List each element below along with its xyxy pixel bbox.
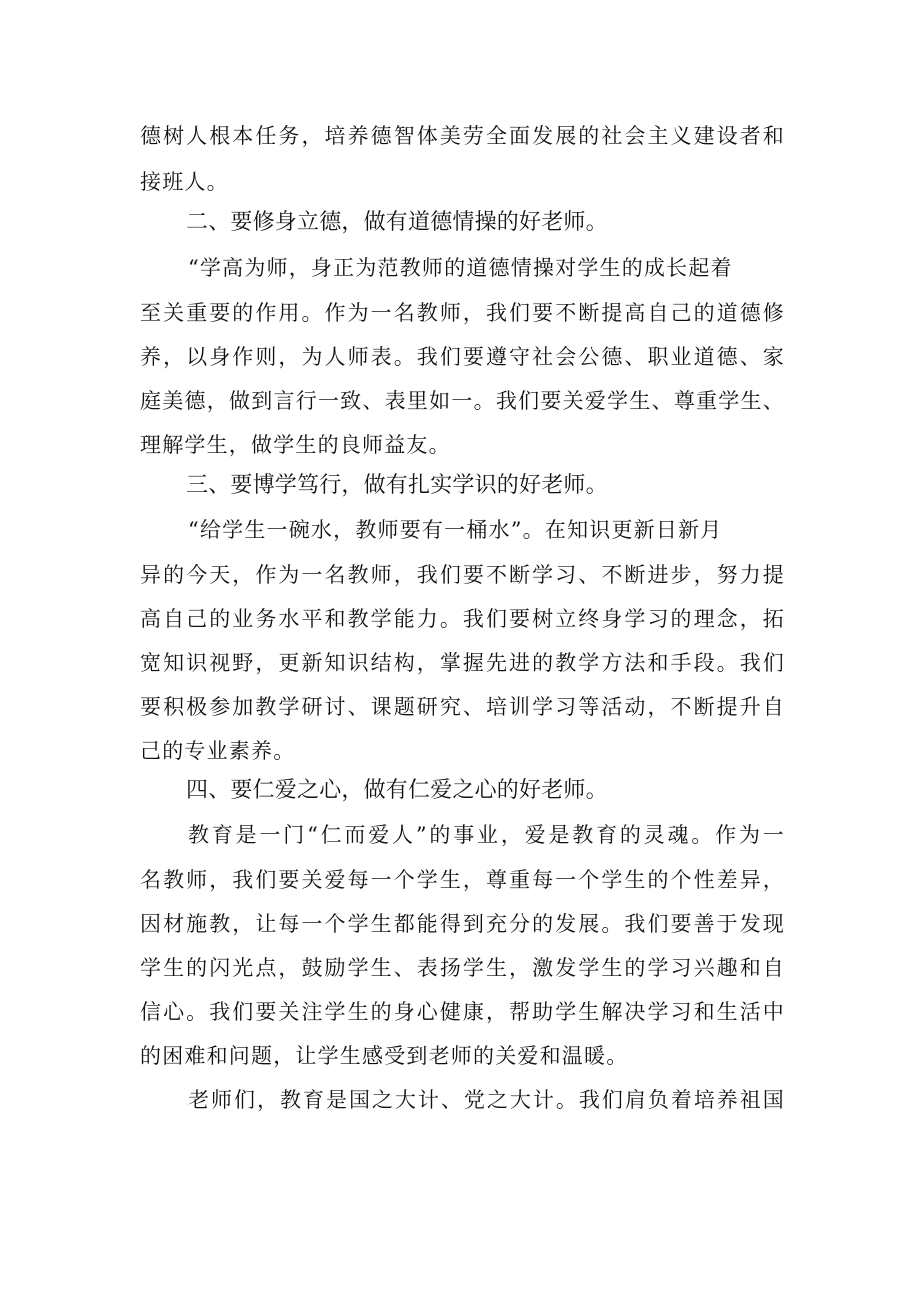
body-text-line: 德树人根本任务，培养德智体美劳全面发展的社会主义建设者和	[140, 124, 785, 148]
body-text-line: 己的专业素养。	[140, 739, 296, 763]
body-text-line: 因材施教，让每一个学生都能得到充分的发展。我们要善于发现	[140, 912, 785, 936]
body-text-line: 庭美德，做到言行一致、表里如一。我们要关爱学生、尊重学生、	[140, 389, 785, 413]
body-text-line: “给学生一碗水，教师要有一桶水”。在知识更新日新月	[188, 518, 723, 542]
body-text-line: “学高为师，身正为范教师的道德情操对学生的成长起着	[188, 256, 733, 280]
body-text-line: 宽知识视野，更新知识结构，掌握先进的教学方法和手段。我们	[140, 651, 785, 675]
body-text-line: 理解学生，做学生的良师益友。	[140, 433, 451, 457]
body-text-line: 学生的闪光点，鼓励学生、表扬学生，激发学生的学习兴趣和自	[140, 956, 785, 980]
body-text-line: 的困难和问题，让学生感受到老师的关爱和温暖。	[140, 1044, 629, 1068]
body-text-line: 信心。我们要关注学生的身心健康，帮助学生解决学习和生活中	[140, 1000, 785, 1024]
body-text-line: 名教师，我们要关爱每一个学生，尊重每一个学生的个性差异，	[140, 868, 785, 892]
section-heading-2: 二、要修身立德，做有道德情操的好老师。	[186, 210, 608, 235]
body-text-line: 养，以身作则，为人师表。我们要遵守社会公德、职业道德、家	[140, 345, 785, 369]
body-text-line: 接班人。	[140, 170, 229, 194]
body-text-line: 教育是一门“仁而爱人”的事业，爱是教育的灵魂。作为一	[188, 823, 785, 847]
body-text-line: 异的今天，作为一名教师，我们要不断学习、不断进步，努力提	[140, 563, 785, 587]
body-text-line: 要积极参加教学研讨、课题研究、培训学习等活动，不断提升自	[140, 695, 785, 719]
body-text-line: 高自己的业务水平和教学能力。我们要树立终身学习的理念，拓	[140, 607, 785, 631]
section-heading-4: 四、要仁爱之心，做有仁爱之心的好老师。	[186, 778, 608, 803]
body-text-line: 老师们，教育是国之大计、党之大计。我们肩负着培养祖国	[188, 1088, 785, 1112]
body-text-line: 至关重要的作用。作为一名教师，我们要不断提高自己的道德修	[140, 301, 785, 325]
section-heading-3: 三、要博学笃行，做有扎实学识的好老师。	[186, 473, 608, 498]
